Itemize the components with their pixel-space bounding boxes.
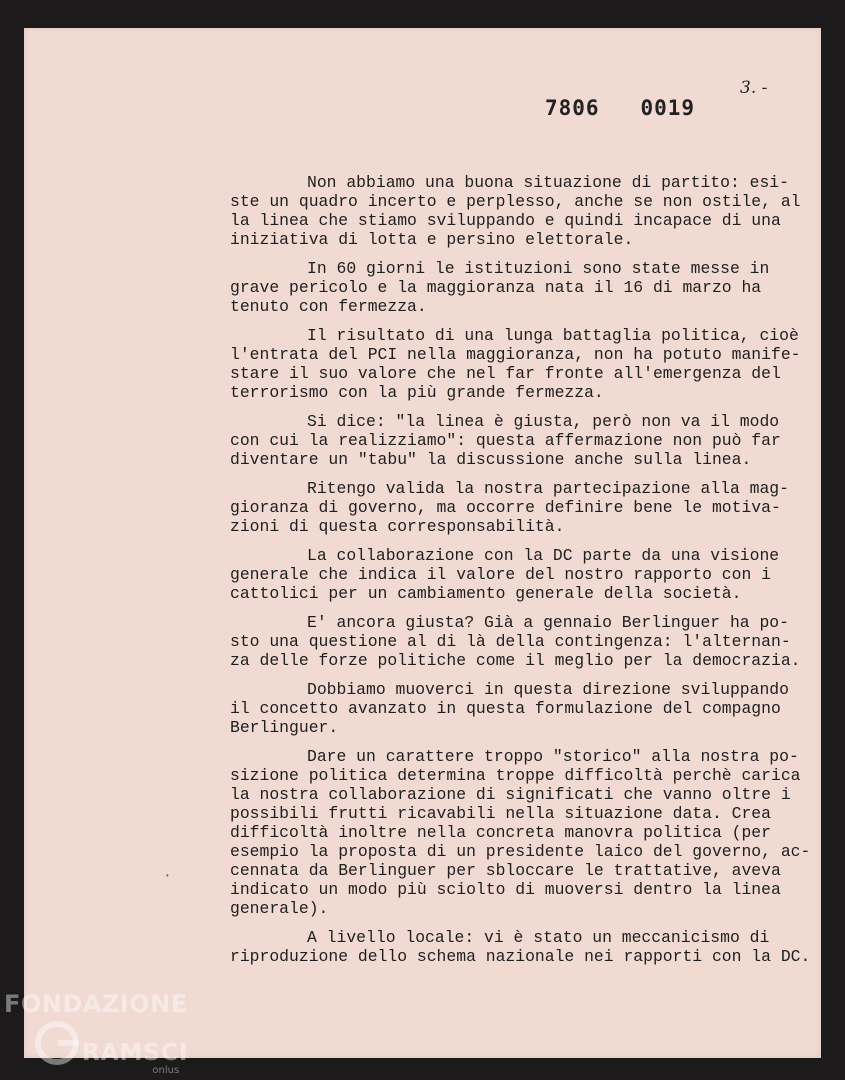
watermark-line1: FONDAZIONE (4, 990, 188, 1018)
text-line: zioni di questa corresponsabilità. (230, 517, 565, 536)
text-line: l'entrata del PCI nella maggioranza, non ha potuto manife- (230, 345, 801, 364)
text-line: generale). (230, 899, 329, 918)
text-line: Berlinguer. (230, 718, 339, 737)
text-line: riproduzione dello schema nazionale nei rapporti con la DC. (230, 947, 811, 966)
text-line: la linea che stiamo sviluppando e quindi incapace di una (230, 211, 781, 230)
text-line: Si dice: "la linea è giusta, però non va il modo (307, 412, 780, 431)
text-line: il concetto avanzato in questa formulazione del compagno (230, 699, 781, 718)
paragraph (230, 680, 810, 737)
text-line: E' ancora giusta? Già a gennaio Berlinguer ha po- (307, 613, 789, 632)
paragraph (230, 613, 810, 670)
text-line: sto una questione al di là della contingenza: l'alternan- (230, 632, 791, 651)
text-line: terrorismo con la più grande fermezza. (230, 383, 604, 402)
gramsci-g-logo-icon (34, 1020, 80, 1066)
text-line: possibili frutti ricavabili nella situazione data. Crea (230, 804, 771, 823)
fondazione-gramsci-watermark (4, 990, 189, 1076)
text-line: sizione politica determina troppe difficoltà perchè carica (230, 766, 801, 785)
text-line: esempio la proposta di un presidente laico del governo, ac- (230, 842, 811, 861)
text-line: iniziativa di lotta e persino elettorale. (230, 230, 634, 249)
text-line: La collaborazione con la DC parte da una visione (307, 546, 780, 565)
text-line: In 60 giorni le istituzioni sono state messe in (307, 259, 770, 278)
text-line: za delle forze politiche come il meglio per la democrazia. (230, 651, 801, 670)
text-line: generale che indica il valore del nostro rapporto con i (230, 565, 771, 584)
text-line: Non abbiamo una buona situazione di partito: esi- (307, 173, 789, 192)
page-number: 3. - (740, 78, 768, 98)
paragraph (230, 173, 810, 249)
text-line: diventare un "tabu" la discussione anche sulla linea. (230, 450, 752, 469)
text-line: con cui la realizziamo": questa affermazione non può far (230, 431, 781, 450)
paragraph (230, 747, 810, 918)
text-line: grave pericolo e la maggioranza nata il 16 di marzo ha (230, 278, 762, 297)
text-line: A livello locale: vi è stato un meccanicismo di (307, 928, 770, 947)
text-line: stare il suo valore che nel far fronte all'emergenza del (230, 364, 781, 383)
paragraph (230, 928, 810, 966)
text-line: gioranza di governo, ma occorre definire bene le motiva- (230, 498, 781, 517)
paragraph (230, 546, 810, 603)
text-line: Il risultato di una lunga battaglia politica, cioè (307, 326, 799, 345)
text-line: Ritengo valida la nostra partecipazione alla mag- (307, 479, 789, 498)
text-line: tenuto con fermezza. (230, 297, 427, 316)
text-line: Dobbiamo muoverci in questa direzione sviluppando (307, 680, 789, 699)
text-line: cattolici per un cambiamento generale della società. (230, 584, 742, 603)
paragraph (230, 412, 810, 469)
paragraph (230, 326, 810, 402)
paragraph (230, 479, 810, 536)
text-line: difficoltà inoltre nella concreta manovra politica (per (230, 823, 771, 842)
watermark-suffix: onlus (152, 1065, 180, 1076)
archive-number: 7806 0019 (545, 96, 696, 120)
document-body (230, 173, 810, 976)
text-line: Dare un carattere troppo "storico" alla nostra po- (307, 747, 799, 766)
text-line: cennata da Berlinguer per sbloccare le trattative, aveva (230, 861, 781, 880)
paragraph (230, 259, 810, 316)
text-line: ste un quadro incerto e perplesso, anche se non ostile, al (230, 192, 801, 211)
text-line: indicato un modo più sciolto di muoversi dentro la linea (230, 880, 781, 899)
margin-mark: • (165, 872, 170, 881)
watermark-line2: RAMSCI (82, 1040, 189, 1066)
text-line: la nostra collaborazione di significati che vanno oltre i (230, 785, 791, 804)
